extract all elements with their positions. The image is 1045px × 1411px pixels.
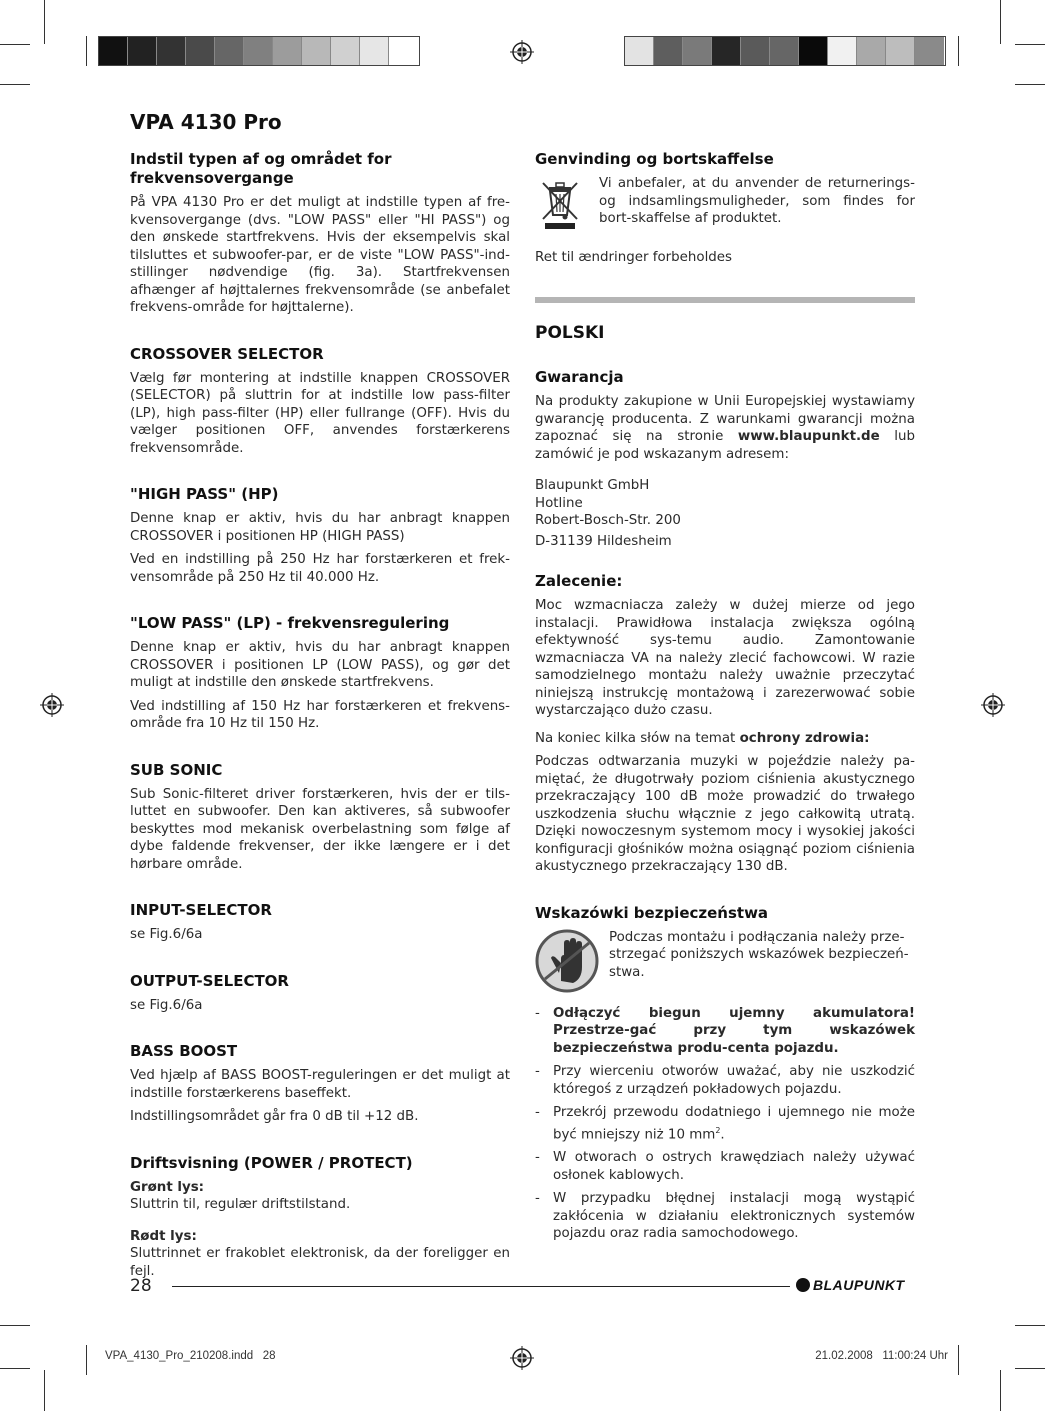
text-span: ochrony zdrowia: [739, 730, 870, 746]
superscript: 2 [715, 1125, 721, 1135]
file-info: VPA_4130_Pro_210208.indd 28 [105, 1350, 276, 1362]
paragraph: Podczas odtwarzania muzyki w pojeździe należy pa-miętać, że długotrwały poziom ciśnienia akustycznego przekraczający 100 dB może prowadzić do trwałego uszkodzenia słuchu włącznie z jego całkowitą utratą. Dzięki nowoczesnym systemom mocy i wysokiej jakości konfiguracji głośników można osiągnąć poziom ciśnienia akustycznego przekraczający 130 dB. [535, 754, 915, 874]
paragraph: Ved indstilling af 150 Hz har forstærkeren et frekvens-område fra 10 Hz til 150 Hz. [130, 698, 510, 731]
bullet-dash: - [535, 1150, 540, 1166]
red-light-text: Sluttrinnet er frakoblet elektronisk, da der foreligger en fejl. [130, 1246, 510, 1279]
list-item [535, 1104, 915, 1143]
section-heading: "LOW PASS" (LP) - frekvensregulering [130, 614, 450, 632]
crop-mark [958, 1345, 959, 1375]
crop-mark [1000, 1370, 1001, 1411]
crop-mark [1015, 1325, 1045, 1326]
paragraph: Denne knap er aktiv, hvis du har anbragt knappen CROSSOVER i positionen LP (LOW PASS), og gør det muligt at indstille den ønskede startfrekvens. [130, 640, 510, 690]
paragraph: se Fig.6/6a [130, 997, 203, 1013]
crop-mark [1015, 84, 1045, 85]
list-item-text: Odłączyć biegun ujemny akumulatora! Przestrze-gać przy tym wskazówek bezpieczeństwa produ-centa pojazdu. [553, 1005, 915, 1056]
crop-mark [1015, 1368, 1045, 1369]
section-heading: Wskazówki bezpieczeństwa [535, 903, 769, 922]
left-column [130, 150, 510, 1286]
section-divider [535, 297, 915, 303]
crop-mark [0, 44, 30, 45]
text-span: lub zamówić je pod wskazanym adresem: [535, 429, 915, 462]
paragraph: Indstillingsområdet går fra 0 dB til +12 dB. [130, 1109, 419, 1124]
section-heading: OUTPUT-SELECTOR [130, 971, 289, 990]
page-title: VPA 4130 Pro [130, 110, 282, 134]
crop-mark [86, 36, 87, 66]
section-heading: Indstil typen af og området for frekvensovergange [130, 150, 392, 187]
section-heading: INPUT-SELECTOR [130, 901, 272, 919]
paragraph [535, 730, 915, 748]
stop-hand-warning-icon [535, 929, 599, 993]
red-light-label: Rødt lys: [130, 1228, 197, 1244]
weee-crossed-bin-icon [535, 179, 587, 235]
paragraph: Vi anbefaler, at du anvender de returnerings- og indsamlingsmuligheder, som findes for bort-skaffelse af produktet. [599, 176, 915, 226]
section-heading: Driftsvisning (POWER / PROTECT) [130, 1153, 413, 1172]
bullet-dash: - [535, 1005, 540, 1021]
crop-mark [44, 0, 45, 44]
address-line: Blaupunkt GmbH [535, 478, 650, 493]
registration-mark-icon [981, 693, 1005, 717]
bullet-dash: - [535, 1191, 540, 1207]
paragraph [130, 1179, 510, 1214]
section-heading: SUB SONIC [130, 760, 223, 779]
crop-mark [44, 1370, 45, 1411]
section-heading: CROSSOVER SELECTOR [130, 344, 324, 363]
color-bar-process [624, 36, 946, 66]
right-column [535, 150, 915, 1249]
text-span: . [720, 1126, 725, 1142]
list-item-text: Przy wierceniu otworów uważać, aby nie uszkodzić któregoś z urządzeń pokładowych pojazdu. [553, 1064, 915, 1097]
text-span: Na koniec kilka słów na temat [535, 730, 740, 746]
section-heading: Zalecenie: [535, 572, 623, 590]
list-item-text: W otworach o ostrych krawędziach należy używać osłonek kablowych. [553, 1150, 915, 1183]
paragraph: Denne knap er aktiv, hvis du har anbragt knappen CROSSOVER i positionen HP (HIGH PASS) [130, 511, 510, 544]
section-heading: BASS BOOST [130, 1042, 238, 1060]
page-number: 28 [130, 1276, 152, 1296]
language-heading: POLSKI [535, 322, 605, 343]
green-light-text: Sluttrin til, regulær driftstilstand. [130, 1197, 351, 1212]
crop-mark [1000, 0, 1001, 44]
list-item [535, 1063, 915, 1098]
list-item [535, 1005, 915, 1058]
registration-mark-icon [510, 1346, 534, 1370]
address-line: D-31139 Hildesheim [535, 533, 672, 549]
paragraph: Vælg før montering at indstille knappen CROSSOVER (SELECTOR) på sluttrin for at indstille low pass-filter (LP), high pass-filter (HP) eller fullrange (OFF). Hvis du vælger positionen OFF, anvendes forstærkerens frekvensområde. [130, 370, 510, 456]
paragraph: se Fig.6/6a [130, 927, 203, 942]
safety-intro-block [535, 929, 915, 993]
list-item [535, 1190, 915, 1243]
date-info: 21.02.2008 11:00:24 Uhr [815, 1350, 948, 1362]
list-item [535, 1149, 915, 1184]
crop-mark [0, 1368, 30, 1369]
section-heading: "HIGH PASS" (HP) [130, 485, 279, 503]
color-bar-grayscale [98, 36, 420, 66]
paragraph: Ved hjælp af BASS BOOST-reguleringen er det muligt at indstille forstærkerens baseffekt. [130, 1068, 510, 1101]
crop-mark [958, 36, 959, 66]
footer-rule [172, 1286, 790, 1287]
paragraph: Sub Sonic-filteret driver forstærkeren, hvis der er tils-luttet en subwoofer. Den kan aktiveres, så subwoofer beskyttes mod mekanisk overbelastning som følge af dybe faldende frekvenser, der ikke længere er i det hørbare område. [130, 786, 510, 872]
paragraph: Ret til ændringer forbeholdes [535, 250, 733, 265]
paragraph [535, 393, 915, 463]
green-light-label: Grønt lys: [130, 1179, 205, 1195]
brand-name: BLAUPUNKT [813, 1277, 905, 1293]
registration-mark-icon [510, 40, 534, 64]
paragraph [130, 1228, 510, 1281]
text-span: Przekrój przewodu dodatniego i ujemnego nie może być mniejszy niż 10 mm [553, 1105, 915, 1142]
website-link[interactable]: www.blaupunkt.de [737, 429, 880, 444]
brand-dot-icon [796, 1278, 810, 1292]
paragraph: Ved en indstilling på 250 Hz har forstærkeren et frek-vensområde på 250 Hz til 40.000 Hz. [130, 552, 510, 585]
paragraph: På VPA 4130 Pro er det muligt at indstille typen af fre-kvensovergange (dvs. "LOW PASS" eller "HI PASS") og den ønskede startfrekvens. Hvis der eksempelvis skal tilsluttes et subwoofer-par, er de viste "LOW PASS"-ind-stillinger nødvendige (fig. 3a). Startfrekvensen afhænger af højttalernes frekvensområde (se anbefalet frekvens-område for højttalerne). [130, 195, 510, 315]
brand-logo [796, 1277, 905, 1293]
text-span: Na produkty zakupione w Unii Europejskiej wystawiamy gwarancję producenta. Z warunkami gwarancji można zapoznać się na stronie [535, 394, 915, 444]
section-heading: Genvinding og bortskaffelse [535, 150, 774, 168]
bullet-dash: - [535, 1105, 540, 1120]
list-item-text: W przypadku błędnej instalacji mogą wystąpić zakłócenia w działaniu elektronicznych systemów pojazdu oraz radia samochodowego. [553, 1191, 915, 1242]
paragraph: Podczas montażu i podłączania należy prze-strzegać poniższych wskazówek bezpieczeń-stwa. [609, 929, 909, 980]
section-heading: Gwarancja [535, 368, 624, 386]
list-item-text [553, 1104, 915, 1143]
paragraph: Moc wzmacniacza zależy w dużej mierze od jego instalacji. Prawidłowa instalacja zwiększa ogólną efektywność sys-temu audio. Zamontowanie wzmacniacza VA na należy zlecić fachowcowi. W razie samodzielnego montażu należy uważnie przeczytać niniejszą instrukcję montażową i zarezerwować sobie wystarczająco dużo czasu. [535, 598, 915, 718]
disposal-block [535, 175, 915, 235]
bullet-dash: - [535, 1064, 540, 1079]
crop-mark [0, 84, 30, 85]
address-line: Hotline [535, 495, 583, 511]
registration-mark-icon [40, 693, 64, 717]
crop-mark [86, 1345, 87, 1375]
crop-mark [1015, 44, 1045, 45]
crop-mark [0, 1325, 30, 1326]
address-line: Robert-Bosch-Str. 200 [535, 513, 681, 528]
